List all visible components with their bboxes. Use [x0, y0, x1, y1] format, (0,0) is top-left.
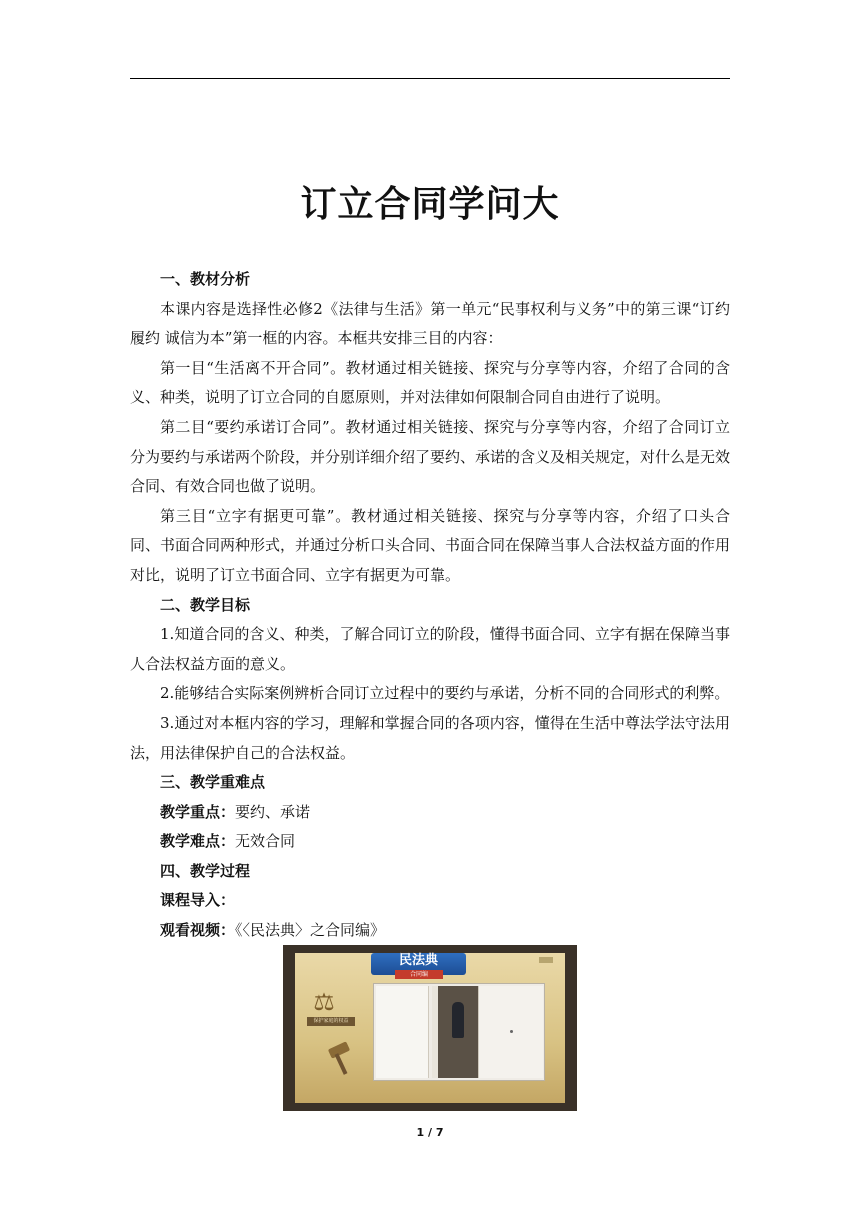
intro-label: 课程导入： — [160, 891, 236, 910]
video-sub-text: 合同编 — [395, 970, 443, 979]
video-side-tag: 保护家庭的权益 — [307, 1017, 355, 1026]
goal-item: 1.知道合同的含义、种类，了解合同订立的阶段，懂得书面合同、立字有据在保障当事人合法权益方面的意义。 — [130, 625, 730, 673]
video-door-scene — [373, 983, 545, 1081]
door-knob — [510, 1030, 513, 1033]
video-line — [130, 916, 730, 946]
difficult-point-line — [130, 827, 730, 857]
video-corner-mark — [539, 957, 553, 963]
paragraph: 第一目“生活离不开合同”。教材通过相关链接、探究与分享等内容，介绍了合同的含义、种类，说明了订立合同的自愿原则，并对法律如何限制合同自由进行了说明。 — [130, 358, 730, 407]
difficult-point-label: 教学难点： — [160, 832, 236, 851]
video-thumbnail[interactable] — [283, 945, 577, 1111]
key-point-label: 教学重点： — [160, 802, 236, 821]
difficult-point-value: 无效合同 — [235, 832, 296, 851]
section-heading-key-points: 三、教学重难点 — [160, 773, 266, 792]
scales-icon: ⚖ — [313, 988, 335, 1016]
document-body — [130, 265, 730, 946]
gavel-icon — [323, 1041, 363, 1077]
video-title: 《〈民法典〉之合同编》 — [235, 921, 386, 940]
paragraph: 第三目“立字有据更可靠”。教材通过相关链接、探究与分享等内容，介绍了口头合同、书面合同两种形式，并通过分析口头合同、书面合同在保障当事人合法权益方面的作用对比，说明了订立书面合同、立字有据更为可靠。 — [130, 506, 731, 584]
key-point-value: 要约、承诺 — [235, 802, 311, 821]
key-point-line — [130, 798, 730, 828]
goal-item: 2.能够结合实际案例辨析合同订立过程中的要约与承诺，分析不同的合同形式的利弊。 — [160, 684, 730, 703]
video-label: 观看视频： — [160, 921, 236, 940]
door-left-panel — [376, 986, 429, 1078]
goal-item: 3.通过对本框内容的学习，理解和掌握合同的各项内容，懂得在生活中尊法学法守法用法，用法律保护自己的合法权益。 — [130, 713, 730, 762]
section-heading-process: 四、教学过程 — [160, 861, 251, 880]
person-figure — [452, 1002, 464, 1038]
section-heading-analysis: 一、教材分析 — [160, 270, 251, 288]
paragraph: 本课内容是选择性必修2《法律与生活》第一单元“民事权利与义务”中的第三课“订约履约 诚信为本”第一框的内容。本框共安排三目的内容： — [130, 299, 730, 348]
section-heading-goals: 二、教学目标 — [160, 595, 251, 614]
page-number: 1 / 7 — [416, 1126, 444, 1139]
video-brand-text: 民法典 — [398, 953, 438, 968]
paragraph: 第二目“要约承诺订合同”。教材通过相关链接、探究与分享等内容，介绍了合同订立分为要约与承诺两个阶段，并分别详细介绍了要约、承诺的含义及相关规定，对什么是无效合同、有效合同也做了说明。 — [130, 417, 731, 496]
document-title: 订立合同学问大 — [300, 184, 560, 225]
header-rule — [130, 78, 730, 79]
